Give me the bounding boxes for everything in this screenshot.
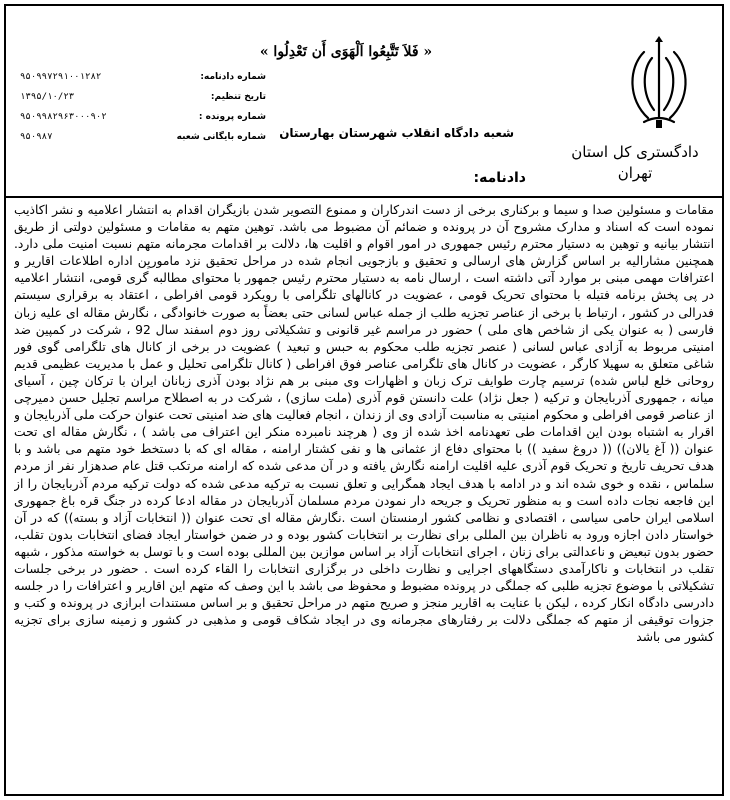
meta-row-case-number bbox=[20, 112, 270, 132]
quran-verse: « فَلاَ تَتَّبِعُوا اَلْهَوَى أَن تَعْدِلُوا » bbox=[259, 44, 433, 60]
verdict-label: دادنامه: bbox=[473, 170, 526, 186]
court-name-line1: دادگستری کل استان bbox=[571, 143, 699, 161]
iran-emblem-icon bbox=[622, 36, 696, 132]
meta-row-verdict-number bbox=[20, 72, 270, 92]
court-name bbox=[560, 142, 710, 184]
meta-label: شماره بایگانی شعبه bbox=[176, 132, 266, 142]
meta-value: ۹۵۰۹۹۸۲۹۶۳۰۰۰۹۰۲ bbox=[20, 112, 107, 122]
meta-label: تاریخ تنظیم: bbox=[210, 92, 266, 102]
meta-label: شماره دادنامه: bbox=[200, 72, 266, 82]
meta-row-date bbox=[20, 92, 270, 112]
court-name-line2: تهران bbox=[617, 164, 653, 182]
court-branch-title: شعبه دادگاه انقلاب شهرستان بهارستان bbox=[279, 126, 514, 140]
meta-value: ۱۳۹۵/۱۰/۲۳ bbox=[20, 92, 75, 102]
meta-value: ۹۵۰۹۹۷۲۹۱۰۰۱۲۸۲ bbox=[20, 72, 102, 82]
verdict-paragraph: مقامات و مسئولین صدا و سیما و برکناری برخی از دست اندرکاران و ممنوع التصویر شدن بازیگران اقدام به انتشار اعلامیه و نشر اکاذیب نموده است که اسناد و مدارک مشروح آن در پرونده و ضمائم آن مضبوط می باشد. توهین متهم به مقامات و مسئولین دولتی از طریق انتشار بیانیه و توهین به دستیار محترم رئیس جمهوری در امور اقوام و اقلیت ها، دلالت بر اقدامات مجرمانه متهم نسبت امنیت ملی دارد. همچنین مشارالیه بر اساس گزارش های ارسالی و تحقیق و بازجویی انجام شده در مراحل تحقیق نزد ماموریِن اداره اطلاعات اقاریر و اعترافات مهمی مبنی بر موارد آتی داشته است ، ارسال نامه به دستیار محترم رئیس جمهور با محتوای مطالبه گری قومی، انتشار اعلامیه در پی پخش برنامه فتیله با محتوای تحریک قومی ، عضویت در کانالهای تلگرامی با رویکرد قومی افراطی ، اعتقاد به برقراری سیستم فدرالی در کشور ، ارتباط با برخی از عناصر تجزیه طلب از جمله عباس لسانی حتی بعضاً به صورت خانوادگی ، نگارش مقاله ای علیه زبان فارسی ( به عنوان یکی از شاخص های ملی ) حضور در مراسم غیر قانونی و تشکیلاتی روز دوم اسفند سال 92 ، شرکت در کمپین ضد امنیتی مربوط به آزادی عباس لسانی ( عنصر تجزیه طلب محکوم به حبس و تبعید ) عضویت در برخی از کانال های تلگرامی گوی فور شاغی متعلق به سهیلا کارگر ، عضویت در کانال های تلگرامی عناصر فوق افراطی ( کانال تلگرامی تحلیل و عمل با مدیریت عظیمی قدیم روحانی خلع لباس شده) ترسیم چارت طوایف ترک زبان و اظهارات وی مبنی بر هم نژاد بودن آذری زبانان ایران با ترکان چین ، آسیای میانه ، جمهوری آذربایجان و ترکیه ( جعل نژاد) علت دانستن قوم آذری (ملت سازی) ، شرکت در به اصطلاح مراسم تجلیل حسن دمیرچی از عناصر قومی افراطی و محکوم امنیتی به مناسبت آزادی وی از زندان ، انجام فعالیت های ضد امنیتی تحت عنوان حرکت ملی آذربایجان و اقرار به اشتباه بودن این اقدامات طی تعهدنامه اخذ شده از وی ( هرچند نامبرده منکر این اعتراف می باشد ) ، نگارش مقاله ای تحت عنوان (( آغ یالان)) (( دروغ سفید )) با محتوای دفاع از عثمانی ها و نفی کشتار ارامنه ، مقاله ای که با دستخط خود متهم می باشد و با هدف تحریف تاریخ و تحریک قوم آذری علیه اقلیت ارامنه نگارش یافته و در آن مدعی شده که ارامنه مرتکب قتل عام صدهزار نفر از مردم سلماس ، نقده و خوی شده اند و در ادامه با هدف ایجاد همگرایی و تعلق نسبت به ترکیه مدعی شده که دولت ترکیه مردم آذربایجان را از این فاجعه نجات داده است و به منظور تحریک و جریحه دار نمودن مردم مسلمان آذربایجان در مقاله ادعا کرده در جنگ قره باغ جمهوری اسلامی ایران حامی سیاسی ، اقتصادی و نظامی کشور ارمنستان است .نگارش مقاله ای تحت عنوان (( انتخابات آزاد و بسته)) که در آن خواستار دادن اجازه ورود به ناظران بین المللی برای نظارت بر انتخابات کشور بوده و در ضمن خواستار ایجاد فضای انتخابات بدون تقلب، حضور بدون تبعیض و ناعدالتی برای زنان ، اجرای انتخابات آزاد بر اساس موازین بین المللی بوده است و با توسل به خواسته مذکور ، شبهه تقلب در انتخابات و ناکارآمدی دستگاههای اجرایی و نظارت داخلی در برگزاری انتخابات را القاء کرده است . حضور در برخی جلسات تشکیلاتی با موضوع تجزیه طلبی که جملگی در پرونده مضبوط و محفوظ می باشد با این وصف که متهم این اقاریر و اعترافات را در جلسه دادرسی دادگاه انکار کرده ، لیکن با عنایت به اقاریر منجز و صریح متهم در مراحل تحقیق و بر اساس مستندات ابرازی در پرونده و کتب و جزوات توقیفی از متهم که جملگی دلالت بر رفتارهای مجرمانه وی در ایجاد شکاف قومی و مذهبی در کشور و زمینه سازی برای تجزیه کشور می باشد bbox=[14, 203, 714, 645]
meta-value: ۹۵۰۹۸۷ bbox=[20, 132, 53, 142]
meta-label: شماره پرونده : bbox=[198, 112, 266, 122]
case-metadata bbox=[20, 72, 270, 152]
meta-row-archive-number bbox=[20, 132, 270, 152]
verdict-body bbox=[14, 202, 714, 792]
document-frame bbox=[4, 4, 724, 796]
document-header bbox=[6, 6, 722, 198]
